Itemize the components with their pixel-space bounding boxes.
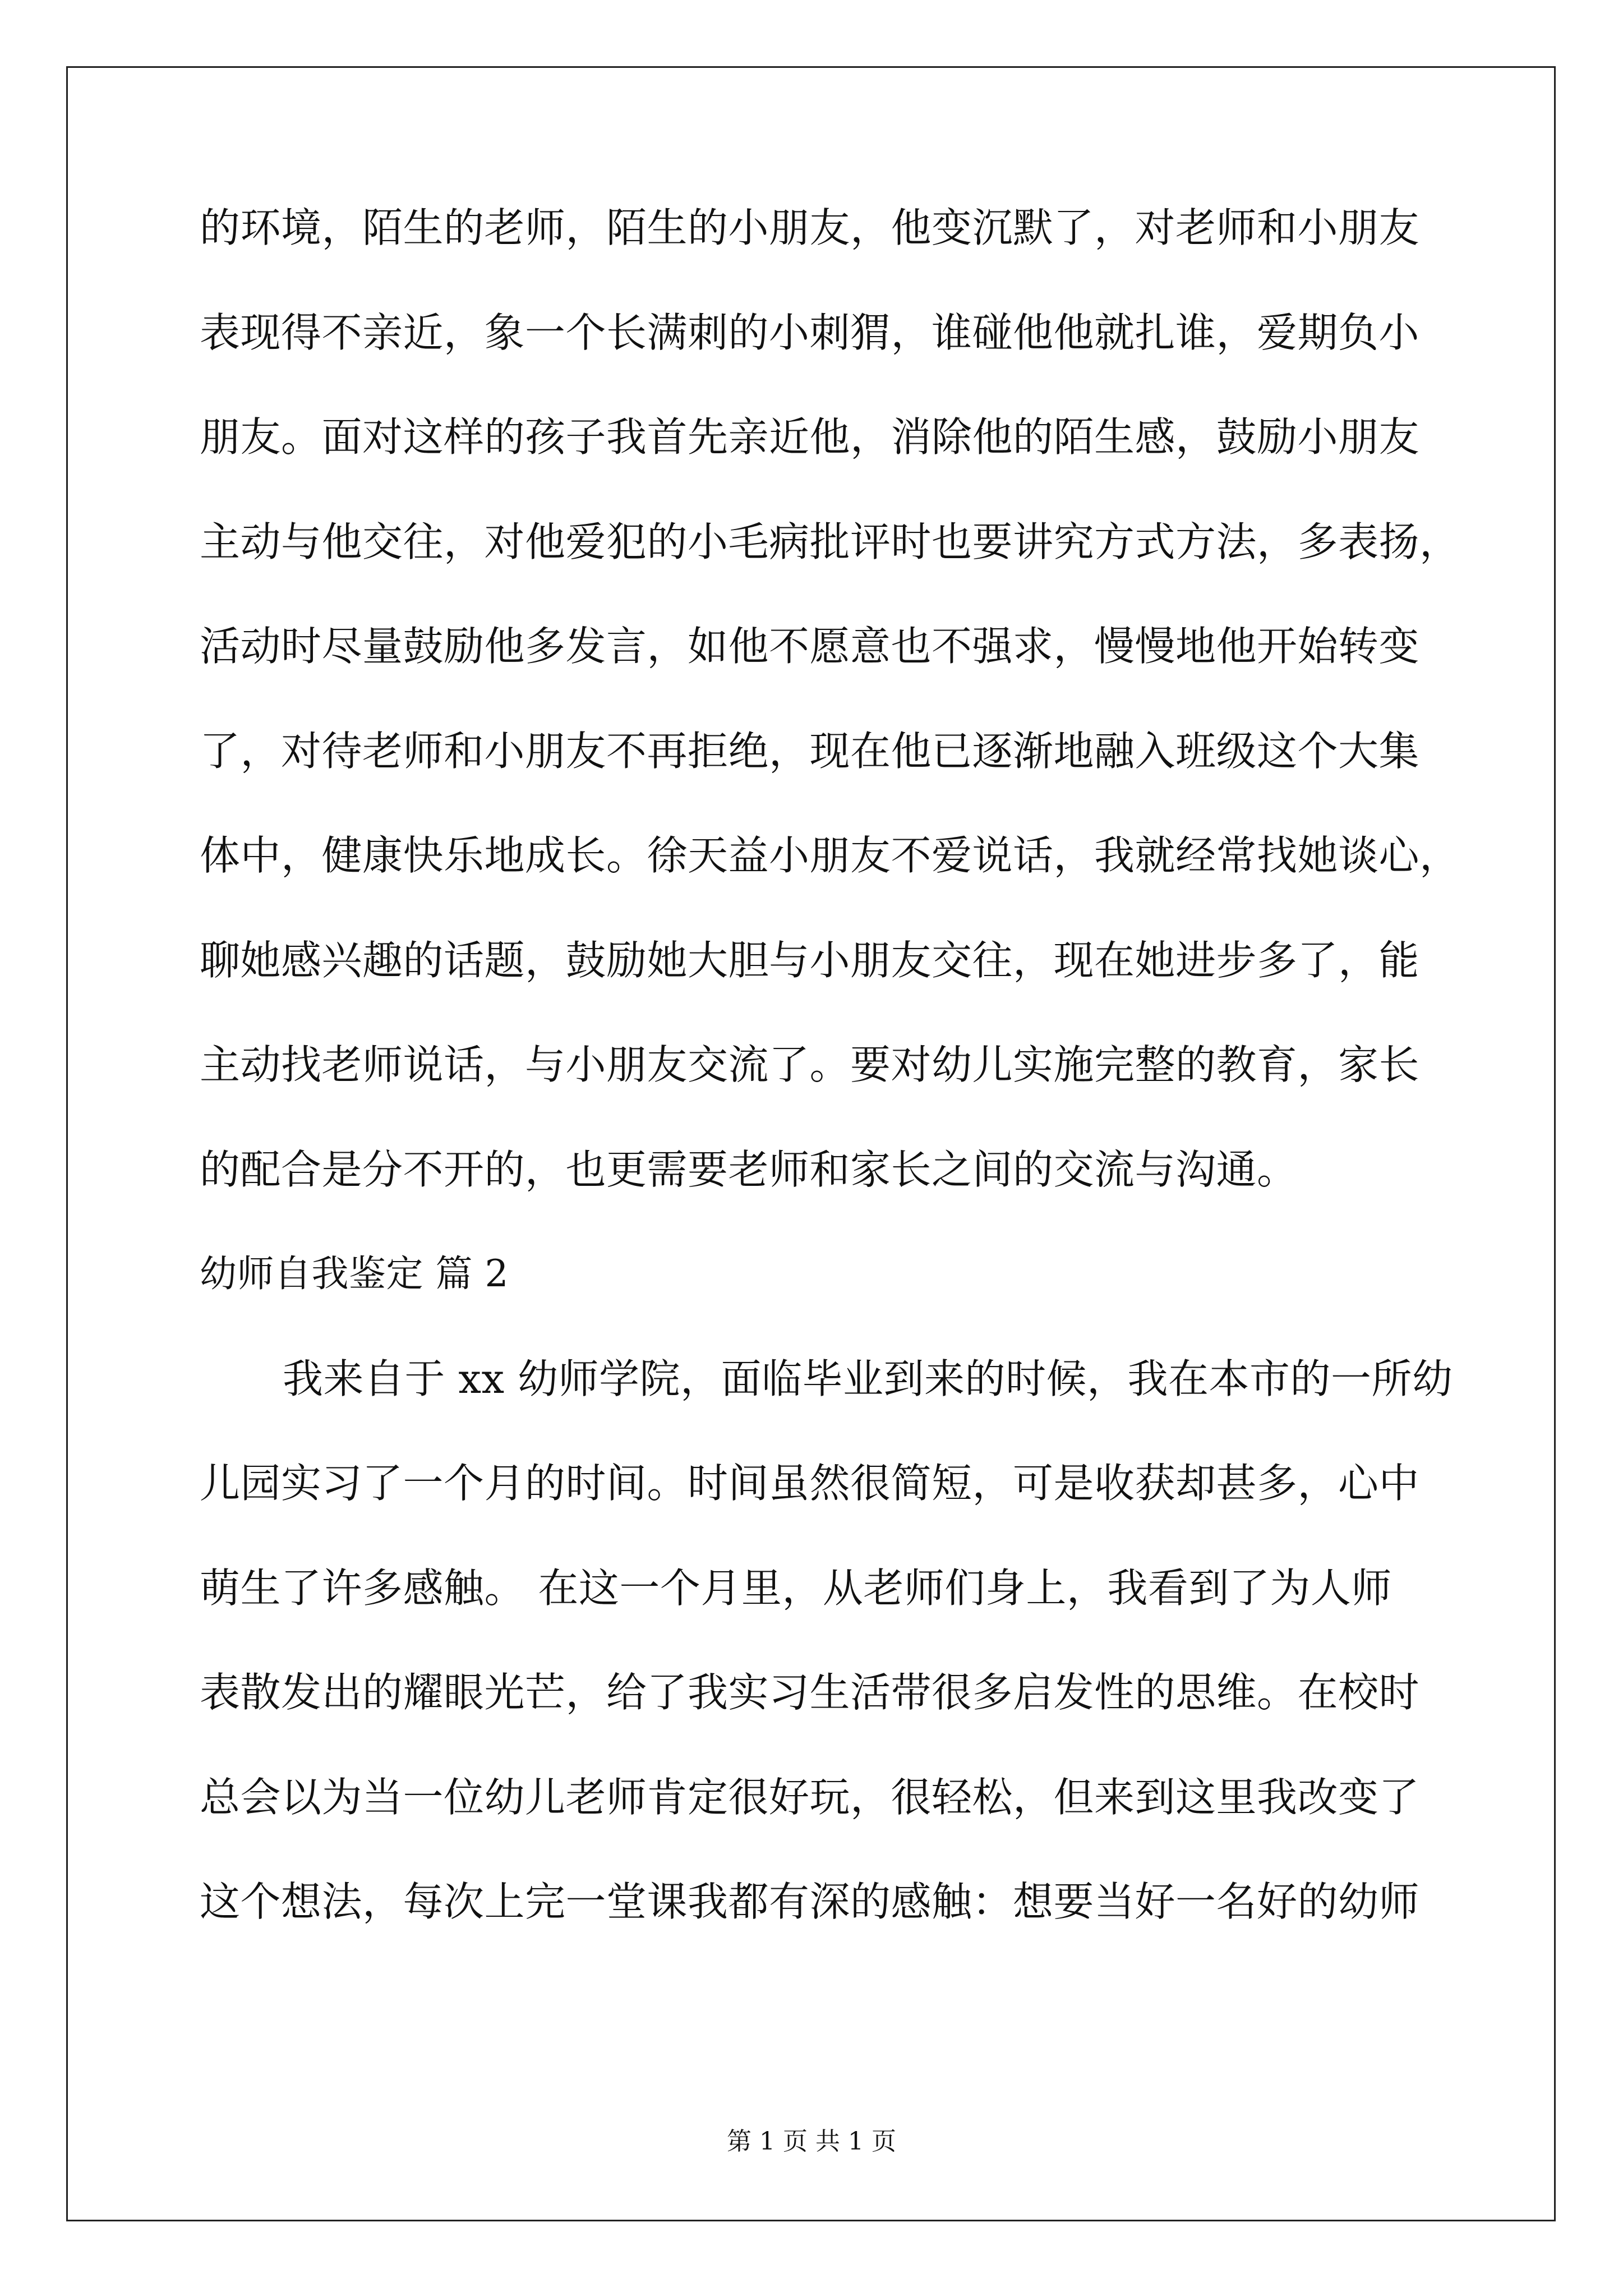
text-line: 体中，健康快乐地成长。徐天益小朋友不爱说话，我就经常找她谈心， [200, 832, 1460, 879]
text-line: 儿园实习了一个月的时间。时间虽然很简短，可是收获却甚多，心中 [200, 1460, 1420, 1507]
text-line: 总会以为当一位幼儿老师肯定很好玩，很轻松，但来到这里我改变了 [200, 1773, 1420, 1821]
text-line: 主动与他交往，对他爱犯的小毛病批评时也要讲究方式方法，多表扬， [200, 518, 1460, 565]
document-body [200, 204, 1460, 1986]
text-line: 主动找老师说话，与小朋友交流了。要对幼儿实施完整的教育，家长 [200, 1041, 1420, 1088]
text-line: 活动时尽量鼓励他多发言，如他不愿意也不强求，慢慢地他开始转变 [200, 623, 1420, 670]
text-line: 表散发出的耀眼光芒，给了我实习生活带很多启发性的思维。在校时 [200, 1669, 1420, 1716]
text-line: 的配合是分不开的，也更需要老师和家长之间的交流与沟通。 [200, 1145, 1298, 1193]
text-line: 萌生了许多感触。 在这一个月里，从老师们身上，我看到了为人师 [200, 1564, 1392, 1612]
text-line: 了，对待老师和小朋友不再拒绝，现在他已逐渐地融入班级这个大集 [200, 727, 1420, 775]
text-line: 的环境，陌生的老师，陌生的小朋友，他变沉默了，对老师和小朋友 [200, 204, 1420, 251]
text-line: 朋友。面对这样的孩子我首先亲近他，消除他的陌生感，鼓励小朋友 [200, 413, 1420, 461]
text-line: 这个想法，每次上完一堂课我都有深的感触：想要当好一名好的幼师 [200, 1878, 1420, 1925]
page-footer: 第 1 页 共 1 页 [727, 2127, 896, 2156]
text-line: 聊她感兴趣的话题，鼓励她大胆与小朋友交往，现在她进步多了，能 [200, 936, 1420, 984]
text-line: 我来自于 xx 幼师学院，面临毕业到来的时候，我在本市的一所幼 [283, 1355, 1453, 1402]
section-heading: 幼师自我鉴定 篇 2 [200, 1252, 509, 1295]
text-line: 表现得不亲近，象一个长满刺的小刺猬，谁碰他他就扎谁，爱期负小 [200, 309, 1420, 356]
